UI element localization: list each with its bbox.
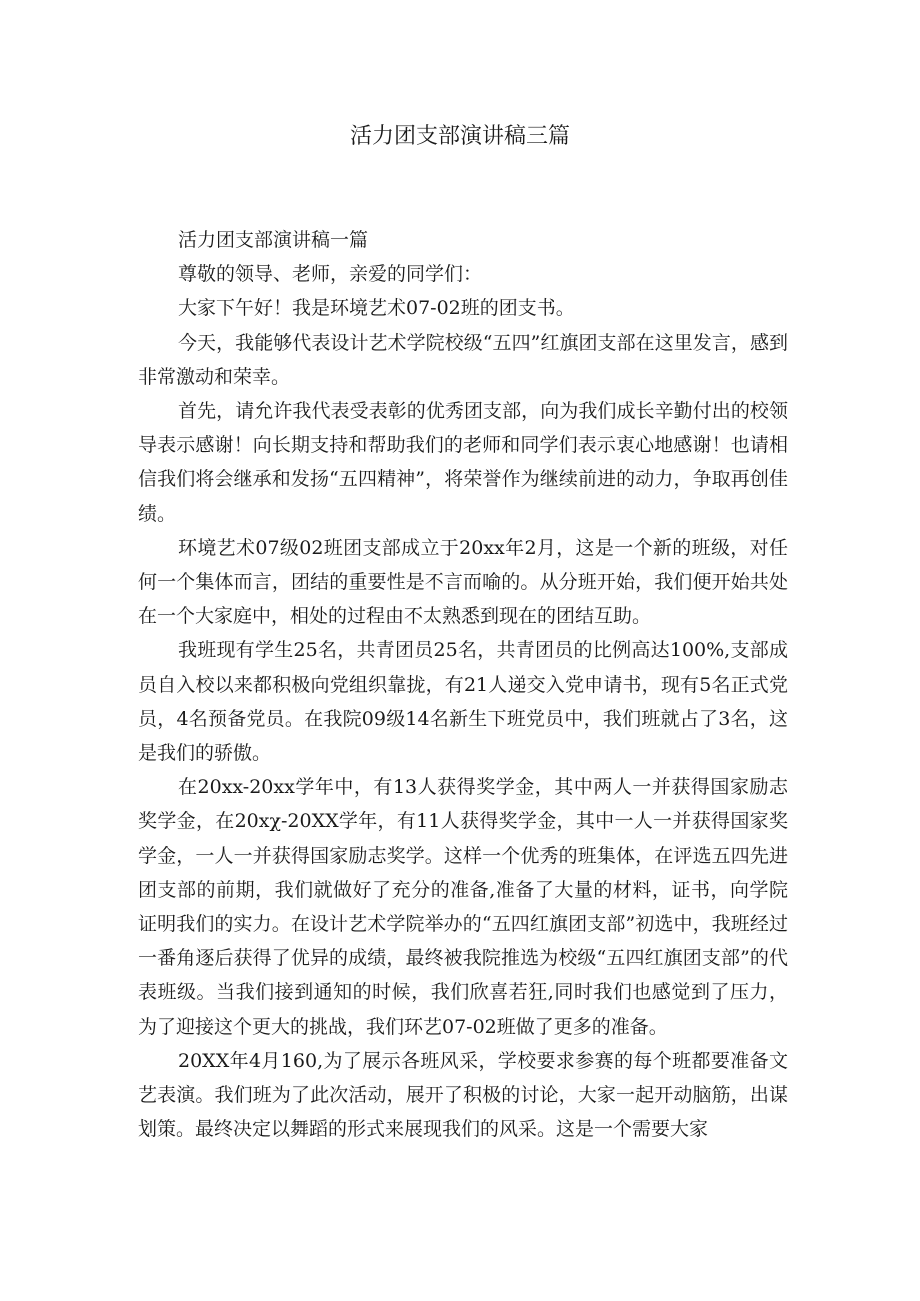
body-paragraph: 环境艺术07级02班团支部成立于20xx年2月，这是一个新的班级，对任何一个集体而言，团结的重要性是不言而喻的。从分班开始，我们便开始共处在一个大家庭中，相处的过程由不太熟悉到现在的团结互助。 [138, 536, 788, 628]
document-title: 活力团支部演讲稿三篇 [349, 124, 570, 149]
body-paragraph: 今天，我能够代表设计艺术学院校级“五四”红旗团支部在这里发言，感到非常激动和荣幸。 [138, 331, 788, 388]
body-paragraph: 在20xx-20xx学年中，有13人获得奖学金，其中两人一并获得国家励志奖学金，在20xχ-20XX学年，有11人获得奖学金，其中一人一并获得国家奖学金，一人一并获得国家励志奖学。这样一个优秀的班集体，在评选五四先进团支部的前期，我们就做好了充分的准备,准备了大量的材料，证书，向学院证明我们的实力。在设计艺术学院举办的“五四红旗团支部”初选中，我班经过一番角逐后获得了优异的成绩，最终被我院推选为校级“五四红旗团支部”的代表班级。当我们接到通知的时候，我们欣喜若狂,同时我们也感觉到了压力，为了迎接这个更大的挑战，我们环艺07-02班做了更多的准备。 [138, 776, 788, 1038]
body-paragraph: 我班现有学生25名，共青团员25名，共青团员的比例高达100%,支部成员自入校以来都积极向党组织靠拢，有21人递交入党申请书，现有5名正式党员，4名预备党员。在我院09级14名新生下班党员中，我们班就占了3名，这是我们的骄傲。 [138, 639, 788, 765]
salutation-paragraph: 尊敬的领导、老师，亲爱的同学们： [178, 263, 483, 286]
body-paragraph: 20XX年4月160,为了展示各班风采，学校要求参赛的每个班都要准备文艺表演。我们班为了此次活动，展开了积极的讨论，大家一起开动脑筋，出谋划策。最终决定以舞蹈的形式来展现我们的风采。这是一个需要大家 [138, 1049, 788, 1141]
body-paragraph: 首先，请允许我代表受表彰的优秀团支部，向为我们成长辛勤付出的校领导表示感谢！向长期支持和帮助我们的老师和同学们表示衷心地感谢！也请相信我们将会继承和发扬“五四精神”，将荣誉作为继续前进的动力，争取再创佳绩。 [138, 400, 788, 525]
subtitle-paragraph: 活力团支部演讲稿一篇 [178, 229, 369, 251]
document-body [138, 223, 788, 1146]
greeting-paragraph: 大家下午好！我是环境艺术07-02班的团支书。 [178, 297, 575, 320]
